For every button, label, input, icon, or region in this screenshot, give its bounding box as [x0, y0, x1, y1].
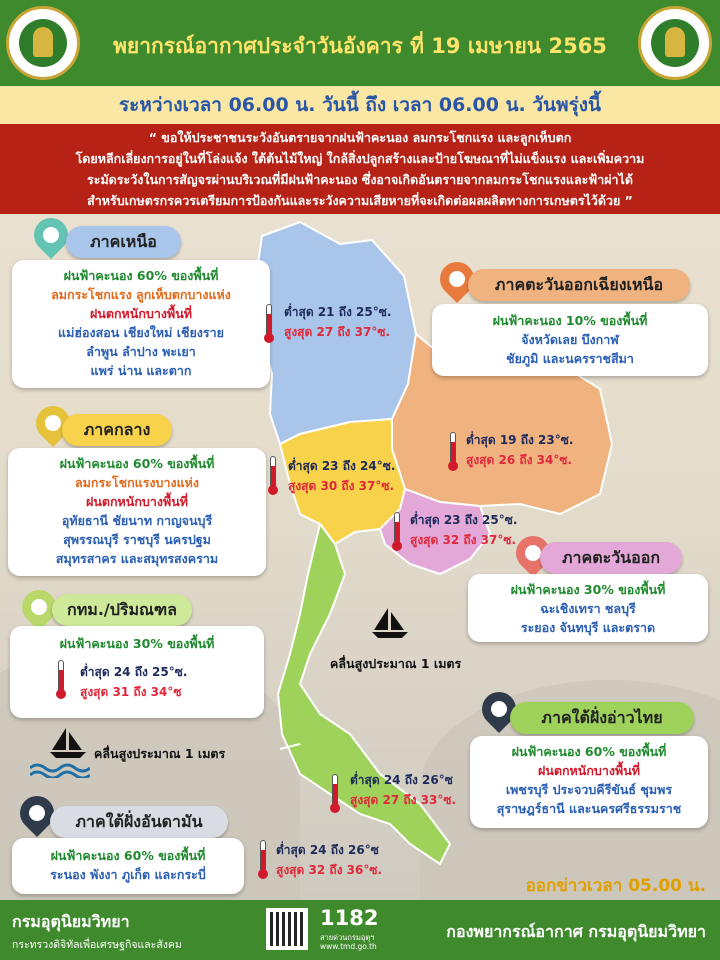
northeast-areas-1: จังหวัดเลย บึงกาฬ — [521, 332, 619, 347]
hotline-sub — [320, 933, 377, 951]
east-thermometer-icon — [392, 512, 402, 552]
hotline-number: 1182 — [320, 906, 379, 930]
central-areas-2: สุพรรณบุรี ราชบุรี นครปฐม — [63, 532, 211, 547]
north-temp — [284, 302, 391, 342]
south-gulf-temp-high: สูงสุด 27 ถึง 33°ซ. — [350, 793, 457, 807]
bangkok-title: กทม./ปริมณฑล — [52, 594, 192, 626]
left-seal-logo — [6, 6, 80, 80]
north-temp-high: สูงสุด 27 ถึง 37°ซ. — [284, 325, 391, 339]
central-areas-3: สมุทรสาคร และสมุทรสงคราม — [55, 551, 219, 566]
north-title: ภาคเหนือ — [66, 226, 181, 258]
bangkok-temp — [80, 662, 187, 702]
north-thermometer-icon — [264, 304, 274, 344]
bangkok-temp-low: ต่ำสุด 24 ถึง 25°ซ. — [80, 665, 188, 679]
south-gulf-heavy: ฝนตกหนักบางพื้นที่ — [538, 763, 640, 778]
andaman-wave-text: คลื่นสูงประมาณ 1 เมตร — [94, 746, 226, 761]
south-andaman-thermometer-icon — [258, 840, 268, 880]
warning-banner — [0, 124, 720, 214]
south-andaman-temp-high: สูงสุด 32 ถึง 36°ซ. — [276, 863, 383, 877]
east-rain: ฝนฟ้าคะนอง 30% ของพื้นที่ — [510, 582, 666, 597]
east-title: ภาคตะวันออก — [540, 542, 682, 574]
warning-line-4: สำหรับเกษตรกรควรเตรียมการป้องกันและระวังความเสียหายที่จะเกิดต่อผลผลิตทางการเกษตรไว้ด้วย ” — [87, 193, 633, 208]
north-areas-2: ลำพูน ลำปาง พะเยา — [86, 344, 196, 359]
south-gulf-areas-2: สุราษฎร์ธานี และนครศรีธรรมราช — [496, 801, 682, 816]
central-card — [8, 448, 266, 576]
south-gulf-card — [470, 736, 708, 828]
bangkok-temp-high: สูงสุด 31 ถึง 34°ซ — [80, 685, 182, 699]
northeast-title: ภาคตะวันออกเฉียงเหนือ — [468, 269, 690, 301]
northeast-temp — [466, 430, 573, 470]
south-gulf-thermometer-icon — [330, 774, 340, 814]
south-andaman-areas-1: ระนอง พังงา ภูเก็ต และกระบี่ — [50, 867, 206, 882]
central-title: ภาคกลาง — [62, 414, 172, 446]
gulf-sailboat-icon — [370, 606, 410, 640]
north-temp-low: ต่ำสุด 21 ถึง 25°ซ. — [284, 305, 392, 319]
north-card — [12, 260, 270, 388]
central-temp-low: ต่ำสุด 23 ถึง 24°ซ. — [288, 459, 396, 473]
andaman-sailboat-icon — [48, 726, 88, 760]
north-wind: ลมกระโชกแรง ลูกเห็บตกบางแห่ง — [51, 287, 231, 302]
south-gulf-temp — [350, 770, 456, 810]
central-temp — [288, 456, 395, 496]
east-areas-1: ฉะเชิงเทรา ชลบุรี — [540, 601, 636, 616]
central-areas-1: อุทัยธานี ชัยนาท กาญจนบุรี — [61, 513, 213, 528]
central-heavy: ฝนตกหนักบางพื้นที่ — [86, 494, 188, 509]
central-rain: ฝนฟ้าคะนอง 60% ของพื้นที่ — [59, 456, 215, 471]
issued-time: ออกข่าวเวลา 05.00 น. — [525, 876, 706, 896]
footer-ministry: กระทรวงดิจิทัลเพื่อเศรษฐกิจและสังคม — [12, 939, 182, 951]
footer-center: กองพยากรณ์อากาศ กรมอุตุนิยมวิทยา — [446, 922, 706, 941]
gulf-wave-text: คลื่นสูงประมาณ 1 เมตร — [330, 656, 462, 671]
north-rain: ฝนฟ้าคะนอง 60% ของพื้นที่ — [63, 268, 219, 283]
east-card — [468, 574, 708, 642]
north-areas-3: แพร่ น่าน และตาก — [90, 363, 192, 378]
warning-line-2: โดยหลีกเลี่ยงการอยู่ในที่โล่งแจ้ง ใต้ต้นไม้ใหญ่ ใกล้สิ่งปลูกสร้างและป้ายโฆษณาที่ไม่แข็งแรง และเพิ่มความ — [75, 151, 645, 166]
south-andaman-card — [12, 838, 244, 894]
south-gulf-rain: ฝนฟ้าคะนอง 60% ของพื้นที่ — [511, 744, 667, 759]
header — [0, 0, 720, 86]
map-area — [0, 214, 720, 900]
south-gulf-areas-1: เพชรบุรี ประจวบคีรีขันธ์ ชุมพร — [505, 782, 673, 797]
south-gulf-title: ภาคใต้ฝั่งอ่าวไทย — [510, 702, 694, 734]
south-andaman-rain: ฝนฟ้าคะนอง 60% ของพื้นที่ — [50, 848, 206, 863]
north-areas-1: แม่ฮ่องสอน เชียงใหม่ เชียงราย — [58, 325, 224, 340]
hotline-sub-1: สายด่วนกรมอุตุฯ — [320, 933, 375, 942]
northeast-temp-high: สูงสุด 26 ถึง 34°ซ. — [466, 453, 573, 467]
region-south-shape — [278, 524, 450, 864]
northeast-card — [432, 304, 708, 376]
south-andaman-temp — [276, 840, 382, 880]
bangkok-rain: ฝนฟ้าคะนอง 30% ของพื้นที่ — [59, 636, 215, 651]
qr-code-icon[interactable] — [266, 908, 308, 950]
footer-dept: กรมอุตุนิยมวิทยา — [12, 912, 130, 931]
page-title: พยากรณ์อากาศประจำวันอังคาร ที่ 19 เมษายน 2565 — [113, 34, 607, 58]
east-temp-high: สูงสุด 32 ถึง 37°ซ. — [410, 533, 517, 547]
south-gulf-temp-low: ต่ำสุด 24 ถึง 26°ซ — [350, 773, 453, 787]
south-andaman-temp-low: ต่ำสุด 24 ถึง 26°ซ — [276, 843, 379, 857]
northeast-areas-2: ชัยภูมิ และนครราชสีมา — [506, 351, 634, 366]
northeast-temp-low: ต่ำสุด 19 ถึง 23°ซ. — [466, 433, 574, 447]
hotline-sub-2[interactable]: www.tmd.go.th — [320, 942, 377, 951]
south-andaman-title: ภาคใต้ฝั่งอันดามัน — [50, 806, 228, 838]
forecast-period: ระหว่างเวลา 06.00 น. วันนี้ ถึง เวลา 06.00 น. วันพรุ่งนี้ — [0, 86, 720, 124]
tmd-logo — [638, 6, 712, 80]
northeast-thermometer-icon — [448, 432, 458, 472]
wave-icon — [30, 762, 90, 778]
north-heavy: ฝนตกหนักบางพื้นที่ — [90, 306, 192, 321]
northeast-rain: ฝนฟ้าคะนอง 10% ของพื้นที่ — [492, 313, 648, 328]
central-temp-high: สูงสุด 30 ถึง 37°ซ. — [288, 479, 395, 493]
east-areas-2: ระยอง จันทบุรี และตราด — [520, 620, 656, 635]
central-wind: ลมกระโชกแรงบางแห่ง — [75, 475, 199, 490]
warning-line-1: “ ขอให้ประชาชนระวังอันตรายจากฝนฟ้าคะนอง ลมกระโชกแรง และลูกเห็บตก — [148, 130, 572, 145]
footer — [0, 900, 720, 960]
east-temp-low: ต่ำสุด 23 ถึง 25°ซ. — [410, 513, 518, 527]
central-thermometer-icon — [268, 456, 278, 496]
bangkok-thermometer-icon — [56, 660, 66, 700]
east-temp — [410, 510, 517, 550]
warning-line-3: ระมัดระวังในการสัญจรผ่านบริเวณที่มีฝนฟ้าคะนอง ซึ่งอาจเกิดอันตรายจากลมกระโชกแรงและฟ้าผ่าได้ — [87, 172, 633, 187]
